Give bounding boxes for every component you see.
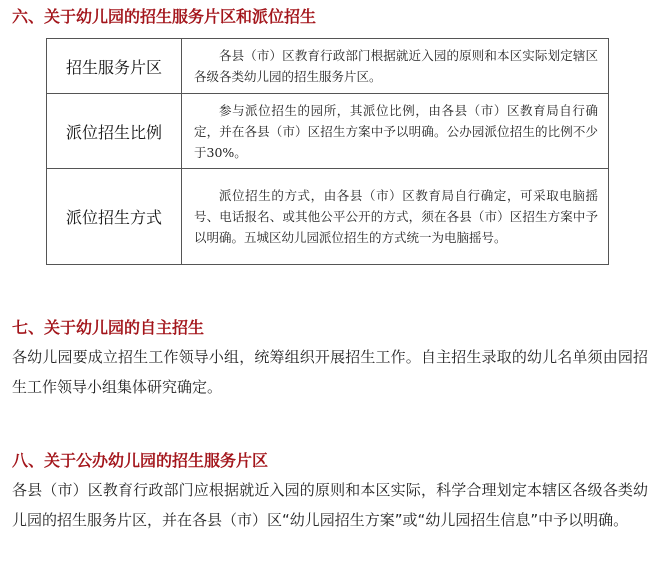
section-8-heading: 八、关于公办幼儿园的招生服务片区 bbox=[12, 451, 269, 470]
policy-table bbox=[46, 38, 609, 265]
section-7-body: 各幼儿园要成立招生工作领导小组，统筹组织开展招生工作。自主招生录取的幼儿名单须由园招生工作领导小组集体研究确定。 bbox=[12, 348, 648, 396]
row-content: 派位招生的方式，由各县（市）区教育局自行确定，可采取电脑摇号、电话报名、或其他公平公开的方式，须在各县（市）区招生方案中予以明确。五城区幼儿园派位招生的方式统一为电脑摇号。 bbox=[182, 169, 609, 265]
row-label: 招生服务片区 bbox=[47, 39, 182, 94]
row-content: 各县（市）区教育行政部门根据就近入园的原则和本区实际划定辖区各级各类幼儿园的招生服务片区。 bbox=[182, 39, 609, 94]
section-7-heading: 七、关于幼儿园的自主招生 bbox=[12, 318, 205, 337]
row-label: 派位招生方式 bbox=[47, 169, 182, 265]
section-6-heading: 六、关于幼儿园的招生服务片区和派位招生 bbox=[12, 7, 317, 26]
row-label: 派位招生比例 bbox=[47, 94, 182, 169]
section-8-body: 各县（市）区教育行政部门应根据就近入园的原则和本区实际，科学合理划定本辖区各级各类幼儿园的招生服务片区，并在各县（市）区“幼儿园招生方案”或“幼儿园招生信息”中予以明确。 bbox=[12, 481, 648, 529]
table-row bbox=[47, 39, 609, 94]
table-row bbox=[47, 169, 609, 265]
row-content: 参与派位招生的园所，其派位比例，由各县（市）区教育局自行确定，并在各县（市）区招生方案中予以明确。公办园派位招生的比例不少于30%。 bbox=[182, 94, 609, 169]
table-row bbox=[47, 94, 609, 169]
